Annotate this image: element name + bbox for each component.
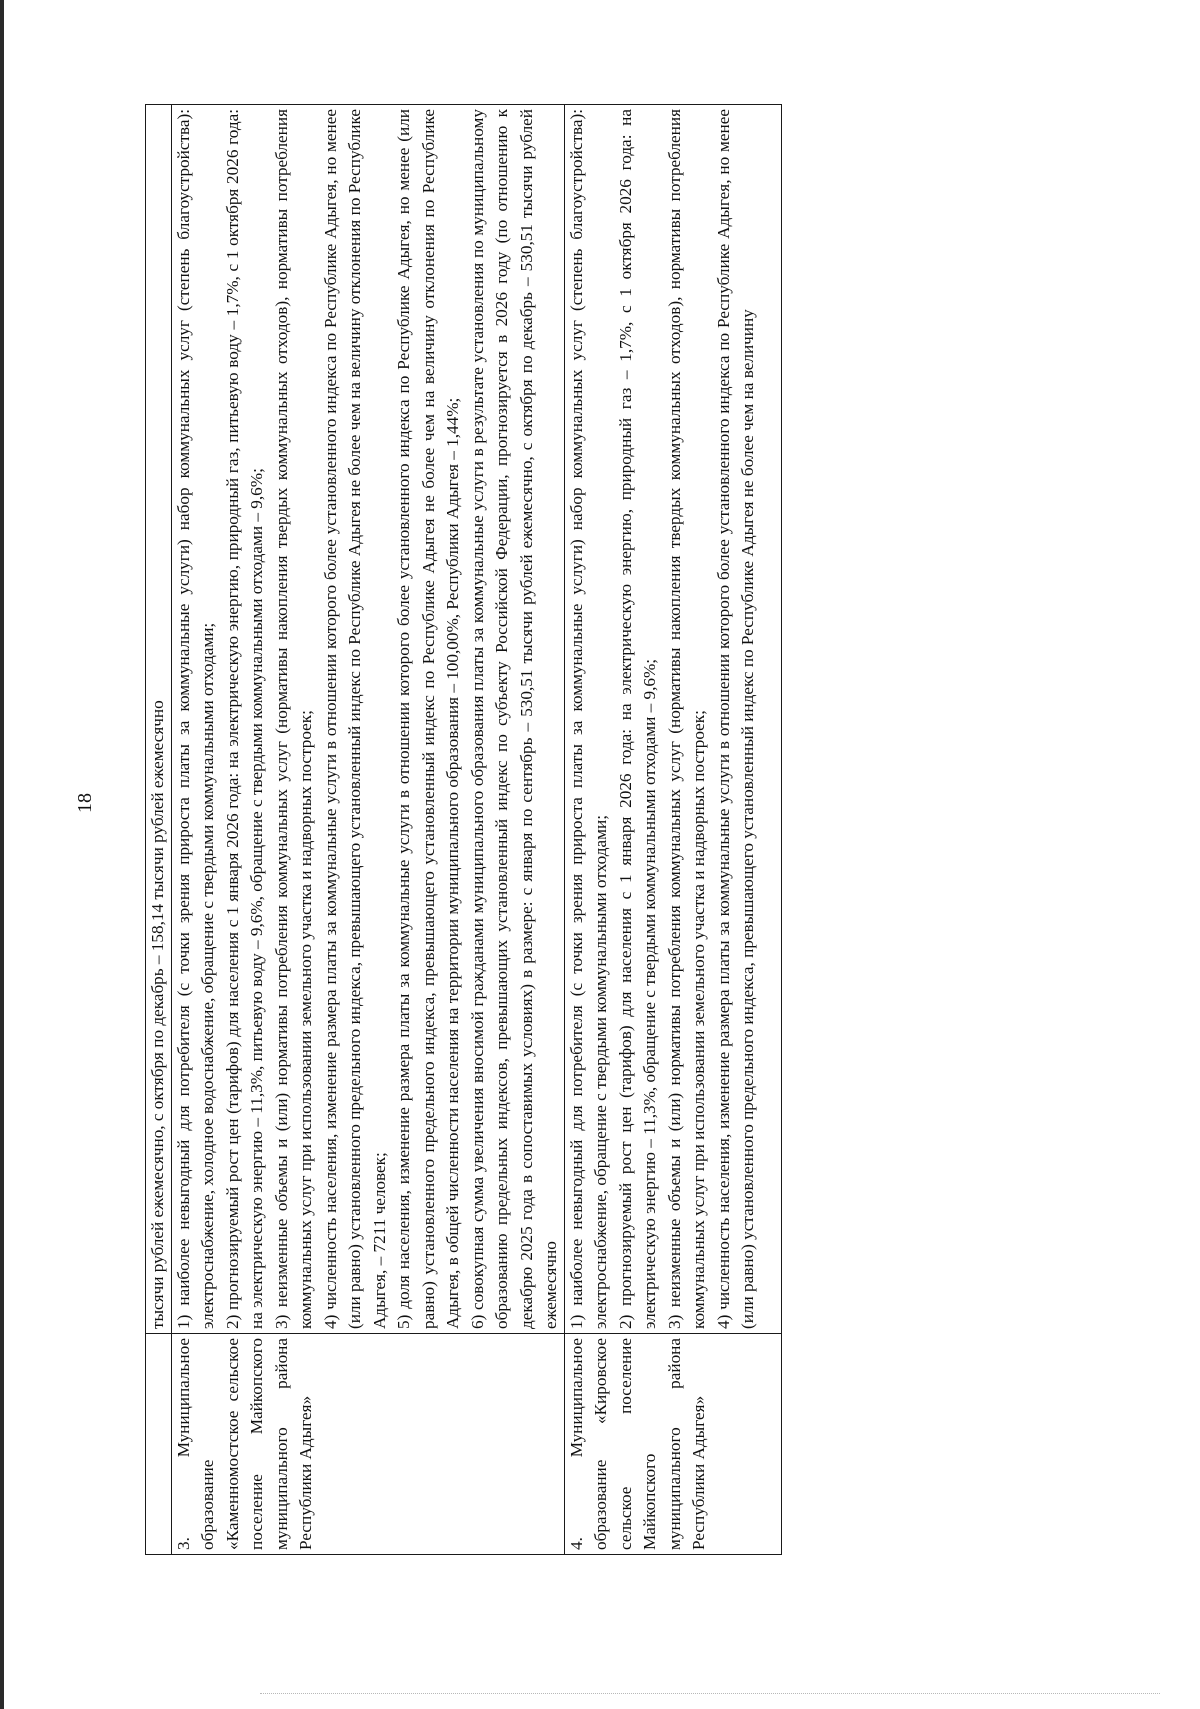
municipality-cell: 4. Муниципальное образование «Кировское сельское поселение Майкопского муниципального района Республики Адыгея»	[564, 1334, 781, 1555]
indices-table	[145, 104, 782, 1555]
criteria-cell	[564, 105, 781, 1334]
criteria-cell	[171, 105, 564, 1334]
page-number: 18	[74, 793, 96, 813]
table-row	[564, 105, 781, 1555]
criterion-item: 2) прогнозируемый рост цен (тарифов) для населения с 1 января 2026 года: на электрическую энергию, природный газ, питьевую воду – 1,7%, с 1 октября 2026 года: на электрическую энергию – 11,3%, питьевую воду – 9,6%, обращение с твердыми коммунальными отходами – 9,6%;	[222, 109, 266, 1329]
criterion-item: 2) прогнозируемый рост цен (тарифов) для населения с 1 января 2026 года: на электрическую энергию, природный газ – 1,7%, с 1 октября 2026 года: на электрическую энергию – 11,3%, обращение с твердыми коммунальными отходами – 9,6%;	[615, 109, 659, 1329]
criterion-item: 3) неизменные объемы и (или) нормативы потребления коммунальных услуг (нормативы накопления твердых коммунальных отходов), нормативы потребления коммунальных услуг при использовании земельного участка и надворных построек;	[271, 109, 315, 1329]
criterion-item: 1) наиболее невыгодный для потребителя (с точки зрения прироста платы за коммунальные услуги) набор коммунальных услуг (степень благоустройства): электроснабжение, холодное водоснабжение, обращение с твердыми коммунальными отходами;	[173, 109, 217, 1329]
criterion-item: 3) неизменные объемы и (или) нормативы потребления коммунальных услуг (нормативы накопления твердых коммунальных отходов), нормативы потребления коммунальных услуг при использовании земельного участка и надворных построек;	[664, 109, 708, 1329]
criterion-item: 6) совокупная сумма увеличения вносимой гражданами муниципального образования платы за коммунальные услуги в результате установления по муниципальному образованию предельных индексов, превышающих установленный индекс по субъекту Российской Федерации, прогнозируется в 2026 году (по отношению к декабрю 2025 года в сопоставимых условиях) в размере: с января по сентябрь – 530,51 тысячи рублей ежемесячно, с октября по декабрь – 530,51 тысячи рублей ежемесячно	[467, 109, 560, 1329]
criterion-item: 5) доля населения, изменение размера платы за коммунальные услуги в отношении которого более установленного индекса по Республике Адыгея, но менее (или равно) установленного предельного индекса, превышающего установленный индекс по Республике Адыгея не более чем на величину отклонения по Республике Адыгея, в общей численности населения на территории муниципального образования – 100,00%, Республики Адыгея – 1,44%;	[394, 109, 462, 1329]
criterion-item: 4) численность населения, изменение размера платы за коммунальные услуги в отношении которого более установленного индекса по Республике Адыгея, но менее (или равно) установленного предельного индекса, превышающего установленный индекс по Республике Адыгея не более чем на величину отклонения по Республике Адыгея, – 7211 человек;	[320, 109, 389, 1329]
scan-noise	[260, 1693, 1160, 1696]
criterion-item: 4) численность населения, изменение размера платы за коммунальные услуги в отношении которого более установленного индекса по Республике Адыгея, но менее (или равно) установленного предельного индекса, превышающего установленный индекс по Республике Адыгея не более чем на величину	[713, 109, 757, 1329]
criterion-item: 1) наиболее невыгодный для потребителя (с точки зрения прироста платы за коммунальные услуги) набор коммунальных услуг (степень благоустройства): электроснабжение, обращение с твердыми коммунальными отходами;	[566, 109, 610, 1329]
table-row	[146, 105, 172, 1555]
scan-border	[0, 0, 4, 1709]
rotated-page-content	[145, 109, 1145, 1555]
table-row	[171, 105, 564, 1555]
criteria-list	[565, 109, 781, 1329]
municipality-cell: 3. Муниципальное образование «Каменномостское сельское поселение Майкопского муниципального района Республики Адыгея»	[171, 1334, 564, 1555]
carryover-text: тысячи рублей ежемесячно, с октября по декабрь – 158,14 тысячи рублей ежемесячно	[146, 105, 172, 1334]
empty-cell	[146, 1334, 172, 1555]
